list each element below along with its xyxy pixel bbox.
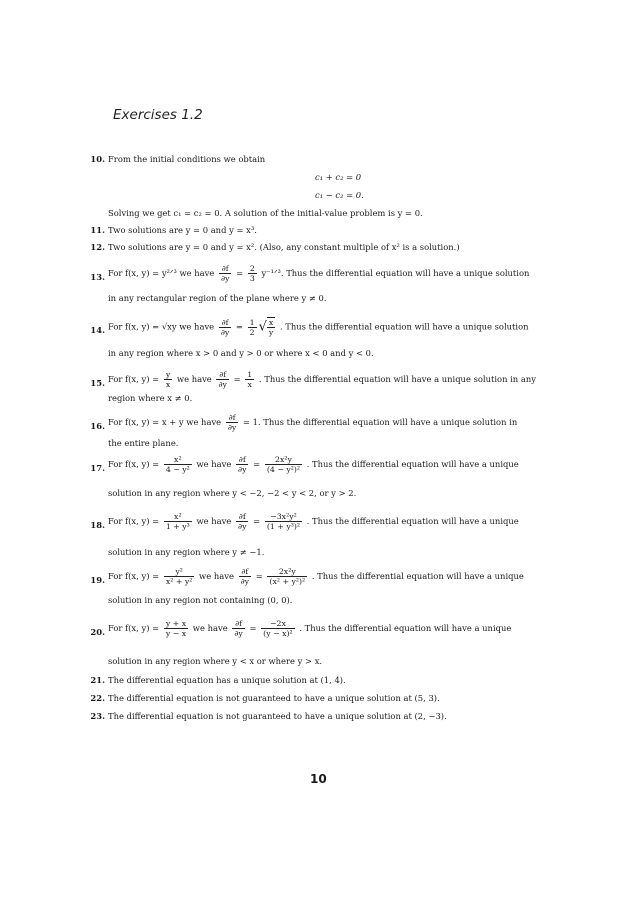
exercise-13-continuation: in any rectangular region of the plane where y ≠ 0. — [108, 293, 327, 303]
partial-f: ∂f — [219, 318, 231, 328]
function-denominator: 4 − y² — [165, 465, 190, 474]
partial-y: ∂y — [218, 380, 227, 389]
coefficient-denominator: 2 — [249, 327, 255, 337]
result-fraction — [245, 370, 254, 389]
exercise-16-tail: = 1. Thus the differential equation will have a unique solution in — [242, 417, 518, 427]
exercise-14-formula: For f(x, y) = √xy we have $\frac{\partial f}{\partial y}$ = $\frac{1}{2}$ √ $\frac{x}{y}$ . Thus the differential equation will have a unique solution — [108, 317, 529, 337]
partial-derivative — [236, 512, 248, 531]
exercise-10-equation-2: c₁ − c₂ = 0. — [315, 190, 364, 200]
partial-y: ∂y — [234, 629, 243, 638]
exercise-10-conclusion: Solving we get c₁ = c₂ = 0. A solution of the initial-value problem is y = 0. — [108, 208, 423, 218]
coefficient-fraction — [248, 264, 257, 283]
partial-derivative — [219, 318, 231, 337]
partial-y: ∂y — [221, 274, 230, 283]
function-fraction — [164, 455, 192, 474]
square-root-icon: √ — [258, 319, 267, 335]
partial-derivative — [226, 413, 238, 432]
exercise-19-number: 19. — [90, 575, 105, 585]
exercise-13-lead: For f(x, y) = y²ᐟ³ we have — [108, 268, 215, 278]
exercise-21-number: 21. — [90, 675, 105, 685]
result-fraction — [261, 619, 295, 638]
exercise-10-equation-1: c₁ + c₂ = 0 — [315, 172, 362, 182]
function-fraction — [164, 370, 172, 389]
exercise-19-continuation: solution in any region not containing (0, 0). — [108, 595, 293, 605]
exercise-17-continuation: solution in any region where y < −2, −2 < y < 2, or y > 2. — [108, 488, 357, 498]
exercise-10-text: From the initial conditions we obtain — [108, 154, 266, 164]
radicand-numerator: x — [268, 318, 274, 327]
coefficient-denominator: 3 — [249, 274, 255, 283]
partial-y: ∂y — [238, 522, 247, 531]
exercise-18-connector: we have — [196, 516, 232, 526]
partial-y: ∂y — [220, 327, 230, 337]
exercise-16-formula — [108, 413, 517, 435]
coefficient-numerator: 2 — [249, 264, 255, 273]
partial-derivative — [232, 619, 244, 638]
exercise-17-number: 17. — [90, 463, 105, 473]
function-numerator: y + x — [165, 619, 187, 628]
exercise-16-lead: For f(x, y) = x + y we have — [108, 417, 222, 427]
exercise-18-lead: For f(x, y) = — [108, 516, 160, 526]
partial-f: ∂f — [226, 413, 238, 423]
result-numerator: −3x²y² — [265, 512, 302, 522]
exercise-18-formula: For f(x, y) = $\frac{\text{x²}}{\text{1 + y³}}$ we have $\frac{\partial f}{\partial y}$ = $\frac{\text{−3x²y²}}{\text{(1 + y³)²}}$ . Thus the differential equation will have a unique — [108, 512, 519, 531]
partial-derivative — [236, 455, 248, 474]
function-numerator: y² — [164, 567, 195, 577]
partial-f: ∂f — [239, 567, 251, 577]
exercise-16-number: 16. — [90, 421, 105, 431]
exercise-19-connector: we have — [199, 571, 234, 581]
exercise-17-tail: . Thus the differential equation will have a unique — [306, 459, 519, 469]
exercise-20-tail: . Thus the differential equation will have a unique — [299, 623, 512, 633]
exercise-19-formula: For f(x, y) = $\frac{\text{y²}}{\text{x² + y²}}$ we have $\frac{\partial f}{\partial y}$ = $\frac{\text{2x²y}}{\text{(x² + y²)²}}$ . Thus the differential equation will have a unique — [108, 567, 524, 586]
exercise-17-connector: we have — [196, 459, 232, 469]
exercise-20-lead: For f(x, y) = — [108, 623, 160, 633]
exercise-13-number: 13. — [90, 272, 105, 282]
exercise-11-number: 11. — [90, 225, 105, 235]
exercise-17-formula: For f(x, y) = $\frac{\text{x²}}{\text{4 − y²}}$ we have $\frac{\partial f}{\partial y}$ = $\frac{\text{2x²y}}{\text{(4 − y²)²}}$ . Thus the differential equation will have a unique — [108, 455, 519, 474]
exercise-20-number: 20. — [90, 627, 105, 637]
exercise-19-lead: For f(x, y) = — [108, 571, 160, 581]
partial-derivative — [219, 264, 231, 283]
exercise-20-connector: we have — [192, 623, 228, 633]
radicand-fraction — [267, 317, 275, 337]
exercise-15-connector: we have — [176, 374, 212, 384]
function-denominator: 1 + y³ — [165, 522, 190, 531]
exercise-15-continuation: region where x ≠ 0. — [108, 393, 193, 403]
exercise-19-tail: . Thus the differential equation will have a unique — [311, 571, 524, 581]
partial-y: ∂y — [238, 465, 247, 474]
exercise-16-continuation: the entire plane. — [108, 438, 179, 448]
exercise-18-continuation: solution in any region where y ≠ −1. — [108, 547, 265, 557]
result-fraction — [265, 512, 302, 531]
result-numerator: 2x²y — [265, 455, 302, 465]
exercise-14-tail: . Thus the differential equation will have a unique solution — [279, 321, 529, 332]
result-denominator: (1 + y³)² — [266, 522, 301, 531]
function-numerator: x² — [164, 455, 192, 465]
result-fraction — [267, 567, 307, 586]
exercise-14-lead: For f(x, y) = √xy we have — [108, 321, 215, 332]
exercise-22-number: 22. — [90, 693, 105, 703]
result-denominator: (y − x)² — [263, 629, 293, 638]
result-numerator: −2x — [261, 619, 295, 629]
exercise-11-text: Two solutions are y = 0 and y = x³. — [108, 225, 257, 235]
exercise-14-continuation: in any region where x > 0 and y > 0 or where x < 0 and y < 0. — [108, 348, 374, 358]
function-fraction — [164, 619, 188, 638]
function-denominator: y − x — [165, 629, 187, 638]
exercise-13-formula — [108, 264, 529, 286]
function-denominator: x² + y² — [165, 577, 193, 586]
exercise-22-text: The differential equation is not guaranteed to have a unique solution at (5, 3). — [108, 693, 440, 703]
exercise-10-number: 10. — [90, 154, 105, 164]
exercise-23-number: 23. — [90, 711, 105, 721]
result-numerator: 1 — [247, 370, 253, 379]
exercise-15-tail: . Thus the differential equation will have a unique solution in any — [258, 374, 536, 384]
equals-sign: = — [236, 268, 246, 278]
exercise-20-formula: For f(x, y) = $\frac{y + x}{y - x}$ we have $\frac{\partial f}{\partial y}$ = $\frac{-2x}{\text{(y − x)²}}$ . Thus the differential equation will have a unique — [108, 619, 512, 638]
exercise-18-number: 18. — [90, 520, 105, 530]
exercise-12-text: Two solutions are y = 0 and y = x². (Also, any constant multiple of x² is a solution.) — [108, 242, 460, 252]
exercise-15-lead: For f(x, y) = — [108, 374, 160, 384]
exercise-18-tail: . Thus the differential equation will have a unique — [306, 516, 519, 526]
partial-f: ∂f — [216, 370, 228, 380]
exercise-17-lead: For f(x, y) = — [108, 459, 160, 469]
result-fraction — [265, 455, 302, 474]
function-denominator: x — [165, 380, 171, 389]
exercise-23-text: The differential equation is not guaranteed to have a unique solution at (2, −3). — [108, 711, 447, 721]
section-title: Exercises 1.2 — [113, 107, 203, 123]
exercise-13-tail: y⁻¹ᐟ³. Thus the differential equation will have a unique solution — [261, 268, 530, 278]
exercise-15-formula: For f(x, y) = $\frac{y}{x}$ we have $\frac{\partial f}{\partial y}$ = $\frac{1}{x}$ . Thus the differential equation will have a unique solution in any — [108, 370, 536, 389]
exercise-21-text: The differential equation has a unique solution at (1, 4). — [108, 675, 346, 685]
exercise-12-number: 12. — [90, 242, 105, 252]
function-numerator: x² — [164, 512, 192, 522]
partial-y: ∂y — [240, 577, 250, 586]
coefficient-fraction — [248, 318, 257, 337]
radicand-denominator: y — [268, 328, 274, 337]
page-number: 10 — [310, 772, 327, 786]
function-numerator: y — [165, 370, 171, 379]
partial-derivative — [239, 567, 251, 586]
partial-f: ∂f — [236, 455, 248, 465]
exercise-15-number: 15. — [90, 378, 105, 388]
exercise-20-continuation: solution in any region where y < x or where y > x. — [108, 656, 323, 666]
partial-f: ∂f — [232, 619, 244, 629]
result-denominator: (x² + y²)² — [269, 577, 306, 586]
result-denominator: (4 − y²)² — [266, 465, 301, 474]
function-fraction — [164, 512, 192, 531]
exercise-14-number: 14. — [90, 325, 105, 335]
partial-f: ∂f — [236, 512, 248, 522]
partial-derivative — [216, 370, 228, 389]
result-denominator: x — [247, 380, 252, 389]
coefficient-numerator: 1 — [249, 317, 255, 327]
function-fraction — [164, 567, 195, 586]
partial-f: ∂f — [219, 264, 231, 274]
result-numerator: 2x²y — [267, 567, 307, 577]
partial-y: ∂y — [227, 423, 237, 432]
